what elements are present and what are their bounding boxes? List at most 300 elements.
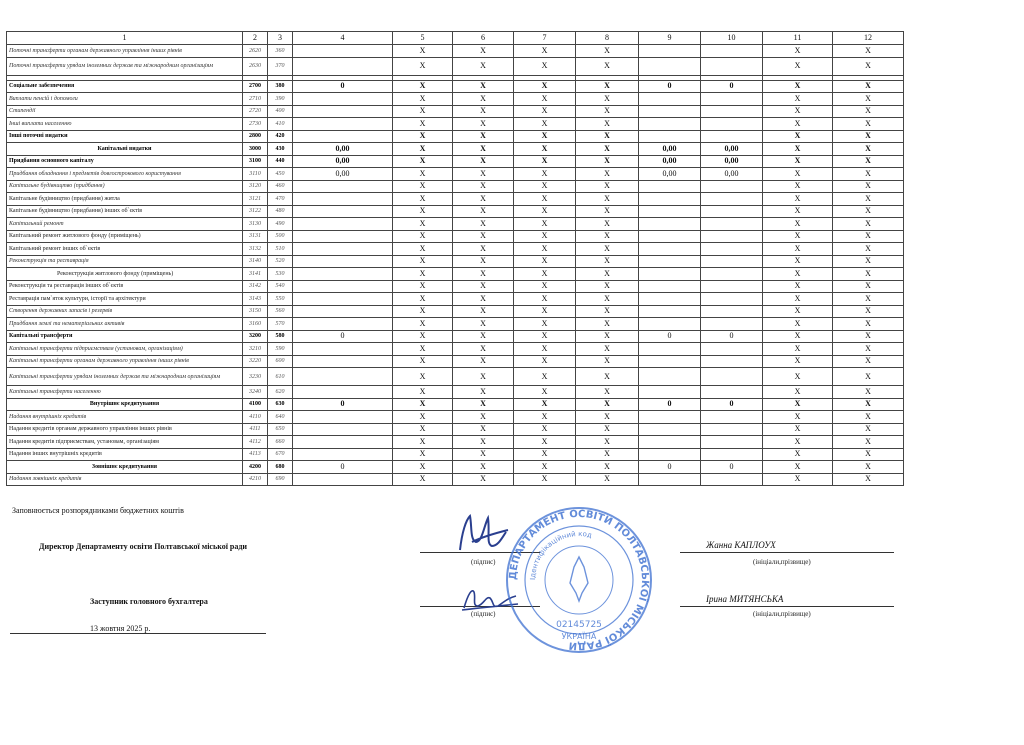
row-value: 0: [701, 398, 763, 411]
table-row: [7, 343, 904, 356]
table-row: [7, 255, 904, 268]
row-label: Придбання землі та нематеріальних активів: [7, 318, 243, 331]
row-value: X: [576, 130, 639, 143]
row-value: X: [393, 318, 453, 331]
row-line-code: 450: [268, 168, 293, 181]
director-signature-caption: (підпис): [471, 558, 496, 566]
row-value: [701, 280, 763, 293]
row-value: X: [833, 218, 904, 231]
row-label: Капітальне будівництво (придбання): [7, 180, 243, 193]
row-value: X: [763, 398, 833, 411]
row-line-code: 520: [268, 255, 293, 268]
row-value: [701, 293, 763, 306]
row-value: 0,00: [701, 155, 763, 168]
table-row: [7, 448, 904, 461]
row-line-code: 570: [268, 318, 293, 331]
row-value: X: [833, 255, 904, 268]
row-value: X: [763, 218, 833, 231]
row-value: 0: [701, 80, 763, 93]
row-value: X: [763, 268, 833, 281]
row-line-code: 390: [268, 93, 293, 106]
column-number: 2: [243, 32, 268, 45]
row-value: X: [833, 193, 904, 206]
row-line-code: 360: [268, 45, 293, 58]
row-value: X: [833, 80, 904, 93]
table-row: [7, 280, 904, 293]
table-row: [7, 143, 904, 156]
row-value: [639, 355, 701, 368]
row-value: X: [453, 343, 514, 356]
row-value: X: [763, 45, 833, 58]
row-line-code: 430: [268, 143, 293, 156]
row-value: X: [453, 230, 514, 243]
row-value: X: [763, 293, 833, 306]
row-kekv-code: 3121: [243, 193, 268, 206]
row-label: Капітальні трансферти: [7, 330, 243, 343]
row-value: X: [514, 436, 576, 449]
row-label: Поточні трансферти органам державного управління інших рівнів: [7, 45, 243, 58]
row-label: Реставрація пам`яток культури, історії та архітектури: [7, 293, 243, 306]
row-value: [639, 45, 701, 58]
row-value: [701, 268, 763, 281]
row-value: X: [833, 143, 904, 156]
row-value: [639, 386, 701, 399]
column-number: 11: [763, 32, 833, 45]
row-value: X: [763, 280, 833, 293]
row-line-code: 460: [268, 180, 293, 193]
row-value: X: [763, 155, 833, 168]
row-value: X: [763, 57, 833, 75]
row-value: [639, 243, 701, 256]
column-number: 7: [514, 32, 576, 45]
row-line-code: 550: [268, 293, 293, 306]
director-title: Директор Департаменту освіти Полтавської міської ради: [39, 542, 248, 551]
row-value: [701, 105, 763, 118]
row-line-code: 530: [268, 268, 293, 281]
row-value: X: [833, 355, 904, 368]
row-line-code: 670: [268, 448, 293, 461]
row-line-code: 410: [268, 118, 293, 131]
row-label: Реконструкція та реставрація: [7, 255, 243, 268]
row-value: X: [393, 411, 453, 424]
row-value: X: [576, 155, 639, 168]
row-value: 0,00: [293, 155, 393, 168]
row-value: X: [393, 118, 453, 131]
row-value: X: [576, 386, 639, 399]
row-value: X: [763, 411, 833, 424]
row-value: [701, 343, 763, 356]
row-value: X: [576, 473, 639, 486]
row-value: [293, 411, 393, 424]
row-value: [293, 343, 393, 356]
row-kekv-code: 3132: [243, 243, 268, 256]
row-value: X: [453, 57, 514, 75]
row-value: X: [514, 398, 576, 411]
row-value: X: [393, 45, 453, 58]
row-kekv-code: 4111: [243, 423, 268, 436]
row-line-code: 370: [268, 57, 293, 75]
row-value: X: [576, 318, 639, 331]
row-value: X: [763, 193, 833, 206]
row-value: X: [393, 168, 453, 181]
row-value: [293, 118, 393, 131]
row-value: X: [453, 118, 514, 131]
row-value: [639, 180, 701, 193]
row-value: X: [514, 45, 576, 58]
row-value: 0,00: [639, 143, 701, 156]
row-value: X: [393, 293, 453, 306]
row-value: X: [514, 243, 576, 256]
row-value: X: [514, 355, 576, 368]
row-value: X: [576, 436, 639, 449]
table-row: [7, 45, 904, 58]
row-value: X: [453, 423, 514, 436]
row-value: X: [453, 193, 514, 206]
row-value: [293, 368, 393, 386]
row-value: X: [453, 386, 514, 399]
row-value: X: [576, 80, 639, 93]
row-value: [293, 218, 393, 231]
row-value: [639, 130, 701, 143]
row-value: X: [514, 280, 576, 293]
row-value: X: [833, 293, 904, 306]
row-value: 0,00: [701, 168, 763, 181]
row-line-code: 610: [268, 368, 293, 386]
row-value: [639, 193, 701, 206]
row-value: X: [576, 180, 639, 193]
director-initials-caption: (ініціали,прізвище): [753, 558, 811, 566]
row-value: 0: [293, 80, 393, 93]
row-value: X: [453, 318, 514, 331]
row-value: X: [393, 180, 453, 193]
row-value: X: [833, 423, 904, 436]
row-value: [293, 293, 393, 306]
table-row: [7, 368, 904, 386]
row-value: X: [576, 45, 639, 58]
row-value: X: [576, 293, 639, 306]
row-value: X: [833, 243, 904, 256]
table-row: [7, 130, 904, 143]
row-value: X: [453, 130, 514, 143]
row-value: X: [393, 330, 453, 343]
row-line-code: 560: [268, 305, 293, 318]
row-label: Реконструкція житлового фонду (приміщень): [7, 268, 243, 281]
row-value: X: [576, 93, 639, 106]
row-value: [701, 355, 763, 368]
row-value: X: [576, 255, 639, 268]
deputy-signature-caption: (підпис): [471, 610, 496, 618]
row-value: [701, 218, 763, 231]
row-value: X: [763, 318, 833, 331]
row-label: Капітальне будівництво (придбання) інших об`єктів: [7, 205, 243, 218]
row-value: X: [514, 168, 576, 181]
row-value: X: [393, 255, 453, 268]
row-value: [293, 180, 393, 193]
row-label: Капітальні трансферти населенню: [7, 386, 243, 399]
row-kekv-code: 2710: [243, 93, 268, 106]
row-kekv-code: 2620: [243, 45, 268, 58]
row-value: 0: [639, 461, 701, 474]
table-row: [7, 218, 904, 231]
row-value: [639, 93, 701, 106]
row-value: X: [514, 143, 576, 156]
row-value: [293, 205, 393, 218]
row-value: [639, 343, 701, 356]
row-value: X: [833, 343, 904, 356]
row-kekv-code: 3131: [243, 230, 268, 243]
row-value: X: [514, 105, 576, 118]
row-value: X: [514, 193, 576, 206]
row-value: X: [514, 80, 576, 93]
row-value: [639, 57, 701, 75]
row-value: [293, 193, 393, 206]
row-value: [701, 411, 763, 424]
row-label: Капітальний ремонт: [7, 218, 243, 231]
row-value: [293, 105, 393, 118]
row-kekv-code: 2630: [243, 57, 268, 75]
column-number: 9: [639, 32, 701, 45]
row-value: X: [833, 230, 904, 243]
row-line-code: 640: [268, 411, 293, 424]
row-value: [701, 386, 763, 399]
row-kekv-code: 3220: [243, 355, 268, 368]
row-value: [293, 355, 393, 368]
row-value: X: [833, 305, 904, 318]
row-kekv-code: 3130: [243, 218, 268, 231]
row-line-code: 470: [268, 193, 293, 206]
row-value: X: [453, 368, 514, 386]
row-value: X: [393, 218, 453, 231]
row-value: [701, 130, 763, 143]
row-line-code: 620: [268, 386, 293, 399]
row-value: X: [833, 155, 904, 168]
table-row: [7, 168, 904, 181]
row-value: [701, 368, 763, 386]
row-value: [701, 255, 763, 268]
table-row: [7, 318, 904, 331]
row-value: X: [453, 305, 514, 318]
row-label: Капітальний ремонт інших об`єктів: [7, 243, 243, 256]
table-row: [7, 398, 904, 411]
row-kekv-code: 3141: [243, 268, 268, 281]
row-value: X: [514, 305, 576, 318]
row-value: [293, 386, 393, 399]
row-value: X: [763, 130, 833, 143]
row-value: X: [453, 205, 514, 218]
row-value: [293, 45, 393, 58]
svg-text:Ідентифікаційний код: [529, 530, 593, 580]
row-value: [639, 255, 701, 268]
row-value: X: [393, 461, 453, 474]
row-value: X: [576, 343, 639, 356]
row-value: X: [514, 118, 576, 131]
row-kekv-code: 3210: [243, 343, 268, 356]
row-value: [293, 305, 393, 318]
row-line-code: 400: [268, 105, 293, 118]
row-value: X: [393, 398, 453, 411]
row-kekv-code: 3140: [243, 255, 268, 268]
row-value: X: [763, 355, 833, 368]
row-value: X: [393, 473, 453, 486]
row-value: X: [576, 243, 639, 256]
row-label: Капітальне будівництво (придбання) житла: [7, 193, 243, 206]
row-value: [701, 45, 763, 58]
row-value: X: [393, 305, 453, 318]
row-value: 0: [701, 461, 763, 474]
row-value: [639, 436, 701, 449]
row-value: X: [833, 330, 904, 343]
row-kekv-code: 4113: [243, 448, 268, 461]
row-label: Придбання обладнання і предметів довгострокового користування: [7, 168, 243, 181]
row-kekv-code: 2720: [243, 105, 268, 118]
row-value: [639, 230, 701, 243]
row-value: [639, 448, 701, 461]
row-value: X: [833, 118, 904, 131]
row-value: X: [576, 411, 639, 424]
row-value: X: [576, 305, 639, 318]
deputy-title: Заступник головного бухгалтера: [90, 597, 208, 606]
row-value: [293, 255, 393, 268]
row-value: [639, 305, 701, 318]
row-value: X: [393, 386, 453, 399]
row-value: 0: [639, 398, 701, 411]
row-value: X: [576, 355, 639, 368]
row-value: [701, 423, 763, 436]
row-value: X: [393, 368, 453, 386]
row-value: X: [453, 218, 514, 231]
row-label: Створення державних запасів і резервів: [7, 305, 243, 318]
row-value: X: [833, 45, 904, 58]
row-value: [701, 243, 763, 256]
table-row: [7, 473, 904, 486]
row-value: X: [763, 423, 833, 436]
row-value: [639, 368, 701, 386]
row-value: X: [393, 280, 453, 293]
row-kekv-code: 3230: [243, 368, 268, 386]
column-number: 5: [393, 32, 453, 45]
deputy-name: Ірина МИТЯНСЬКА: [706, 594, 784, 604]
row-value: X: [393, 436, 453, 449]
row-line-code: 680: [268, 461, 293, 474]
row-value: [293, 423, 393, 436]
row-value: X: [763, 436, 833, 449]
row-value: X: [453, 155, 514, 168]
row-value: X: [763, 143, 833, 156]
row-value: [701, 193, 763, 206]
row-value: X: [833, 180, 904, 193]
row-value: X: [833, 280, 904, 293]
director-signature: [452, 512, 512, 558]
row-kekv-code: 4200: [243, 461, 268, 474]
row-value: X: [833, 436, 904, 449]
table-row: [7, 293, 904, 306]
row-label: Капітальні видатки: [7, 143, 243, 156]
row-value: [701, 118, 763, 131]
table-row: [7, 243, 904, 256]
row-value: X: [763, 168, 833, 181]
column-number: 6: [453, 32, 514, 45]
row-value: X: [763, 105, 833, 118]
row-value: 0: [639, 80, 701, 93]
row-value: X: [833, 473, 904, 486]
row-value: 0: [639, 330, 701, 343]
row-value: X: [393, 268, 453, 281]
row-label: Інші виплати населенню: [7, 118, 243, 131]
row-value: X: [514, 461, 576, 474]
row-value: X: [763, 368, 833, 386]
date-line: [10, 633, 266, 634]
row-value: X: [576, 368, 639, 386]
row-label: Придбання основного капіталу: [7, 155, 243, 168]
row-value: X: [576, 230, 639, 243]
row-value: [293, 57, 393, 75]
row-line-code: 600: [268, 355, 293, 368]
row-value: X: [453, 461, 514, 474]
row-value: X: [393, 243, 453, 256]
row-value: X: [833, 105, 904, 118]
row-value: [701, 57, 763, 75]
row-value: X: [833, 268, 904, 281]
row-value: X: [514, 255, 576, 268]
footer-note: Заповнюється розпорядниками бюджетних коштів: [12, 506, 184, 515]
stamp-outer-text: ДЕПАРТАМЕНТ ОСВІТИ ПОЛТАВСЬКОЇ МІСЬКОЇ РАДИ: [507, 508, 651, 652]
deputy-name-line: [680, 606, 894, 607]
row-value: X: [393, 448, 453, 461]
row-kekv-code: 3100: [243, 155, 268, 168]
row-kekv-code: 3150: [243, 305, 268, 318]
row-value: X: [453, 280, 514, 293]
row-value: [639, 293, 701, 306]
table-row: [7, 205, 904, 218]
row-value: X: [514, 180, 576, 193]
row-value: X: [833, 318, 904, 331]
table-row: [7, 411, 904, 424]
expenditure-table: [6, 31, 904, 486]
row-value: X: [514, 423, 576, 436]
row-value: X: [576, 461, 639, 474]
row-value: 0: [701, 330, 763, 343]
row-line-code: 630: [268, 398, 293, 411]
row-kekv-code: 3000: [243, 143, 268, 156]
row-value: X: [453, 330, 514, 343]
row-value: X: [833, 93, 904, 106]
row-value: 0: [293, 330, 393, 343]
column-number: 12: [833, 32, 904, 45]
row-value: X: [393, 355, 453, 368]
row-value: [701, 448, 763, 461]
column-number: 8: [576, 32, 639, 45]
row-value: [639, 318, 701, 331]
row-label: Капітальні трансферти органам державного управління інших рівнів: [7, 355, 243, 368]
row-value: X: [576, 423, 639, 436]
row-value: X: [393, 423, 453, 436]
row-value: [293, 448, 393, 461]
row-value: [701, 93, 763, 106]
row-value: [701, 205, 763, 218]
row-value: X: [833, 368, 904, 386]
row-value: [293, 318, 393, 331]
row-value: X: [576, 57, 639, 75]
row-value: X: [514, 368, 576, 386]
row-label: Внутрішнє кредитування: [7, 398, 243, 411]
row-label: Інші поточні видатки: [7, 130, 243, 143]
row-value: X: [833, 205, 904, 218]
row-value: X: [514, 343, 576, 356]
row-value: X: [576, 398, 639, 411]
column-number: 3: [268, 32, 293, 45]
row-kekv-code: 3120: [243, 180, 268, 193]
table-row: [7, 268, 904, 281]
